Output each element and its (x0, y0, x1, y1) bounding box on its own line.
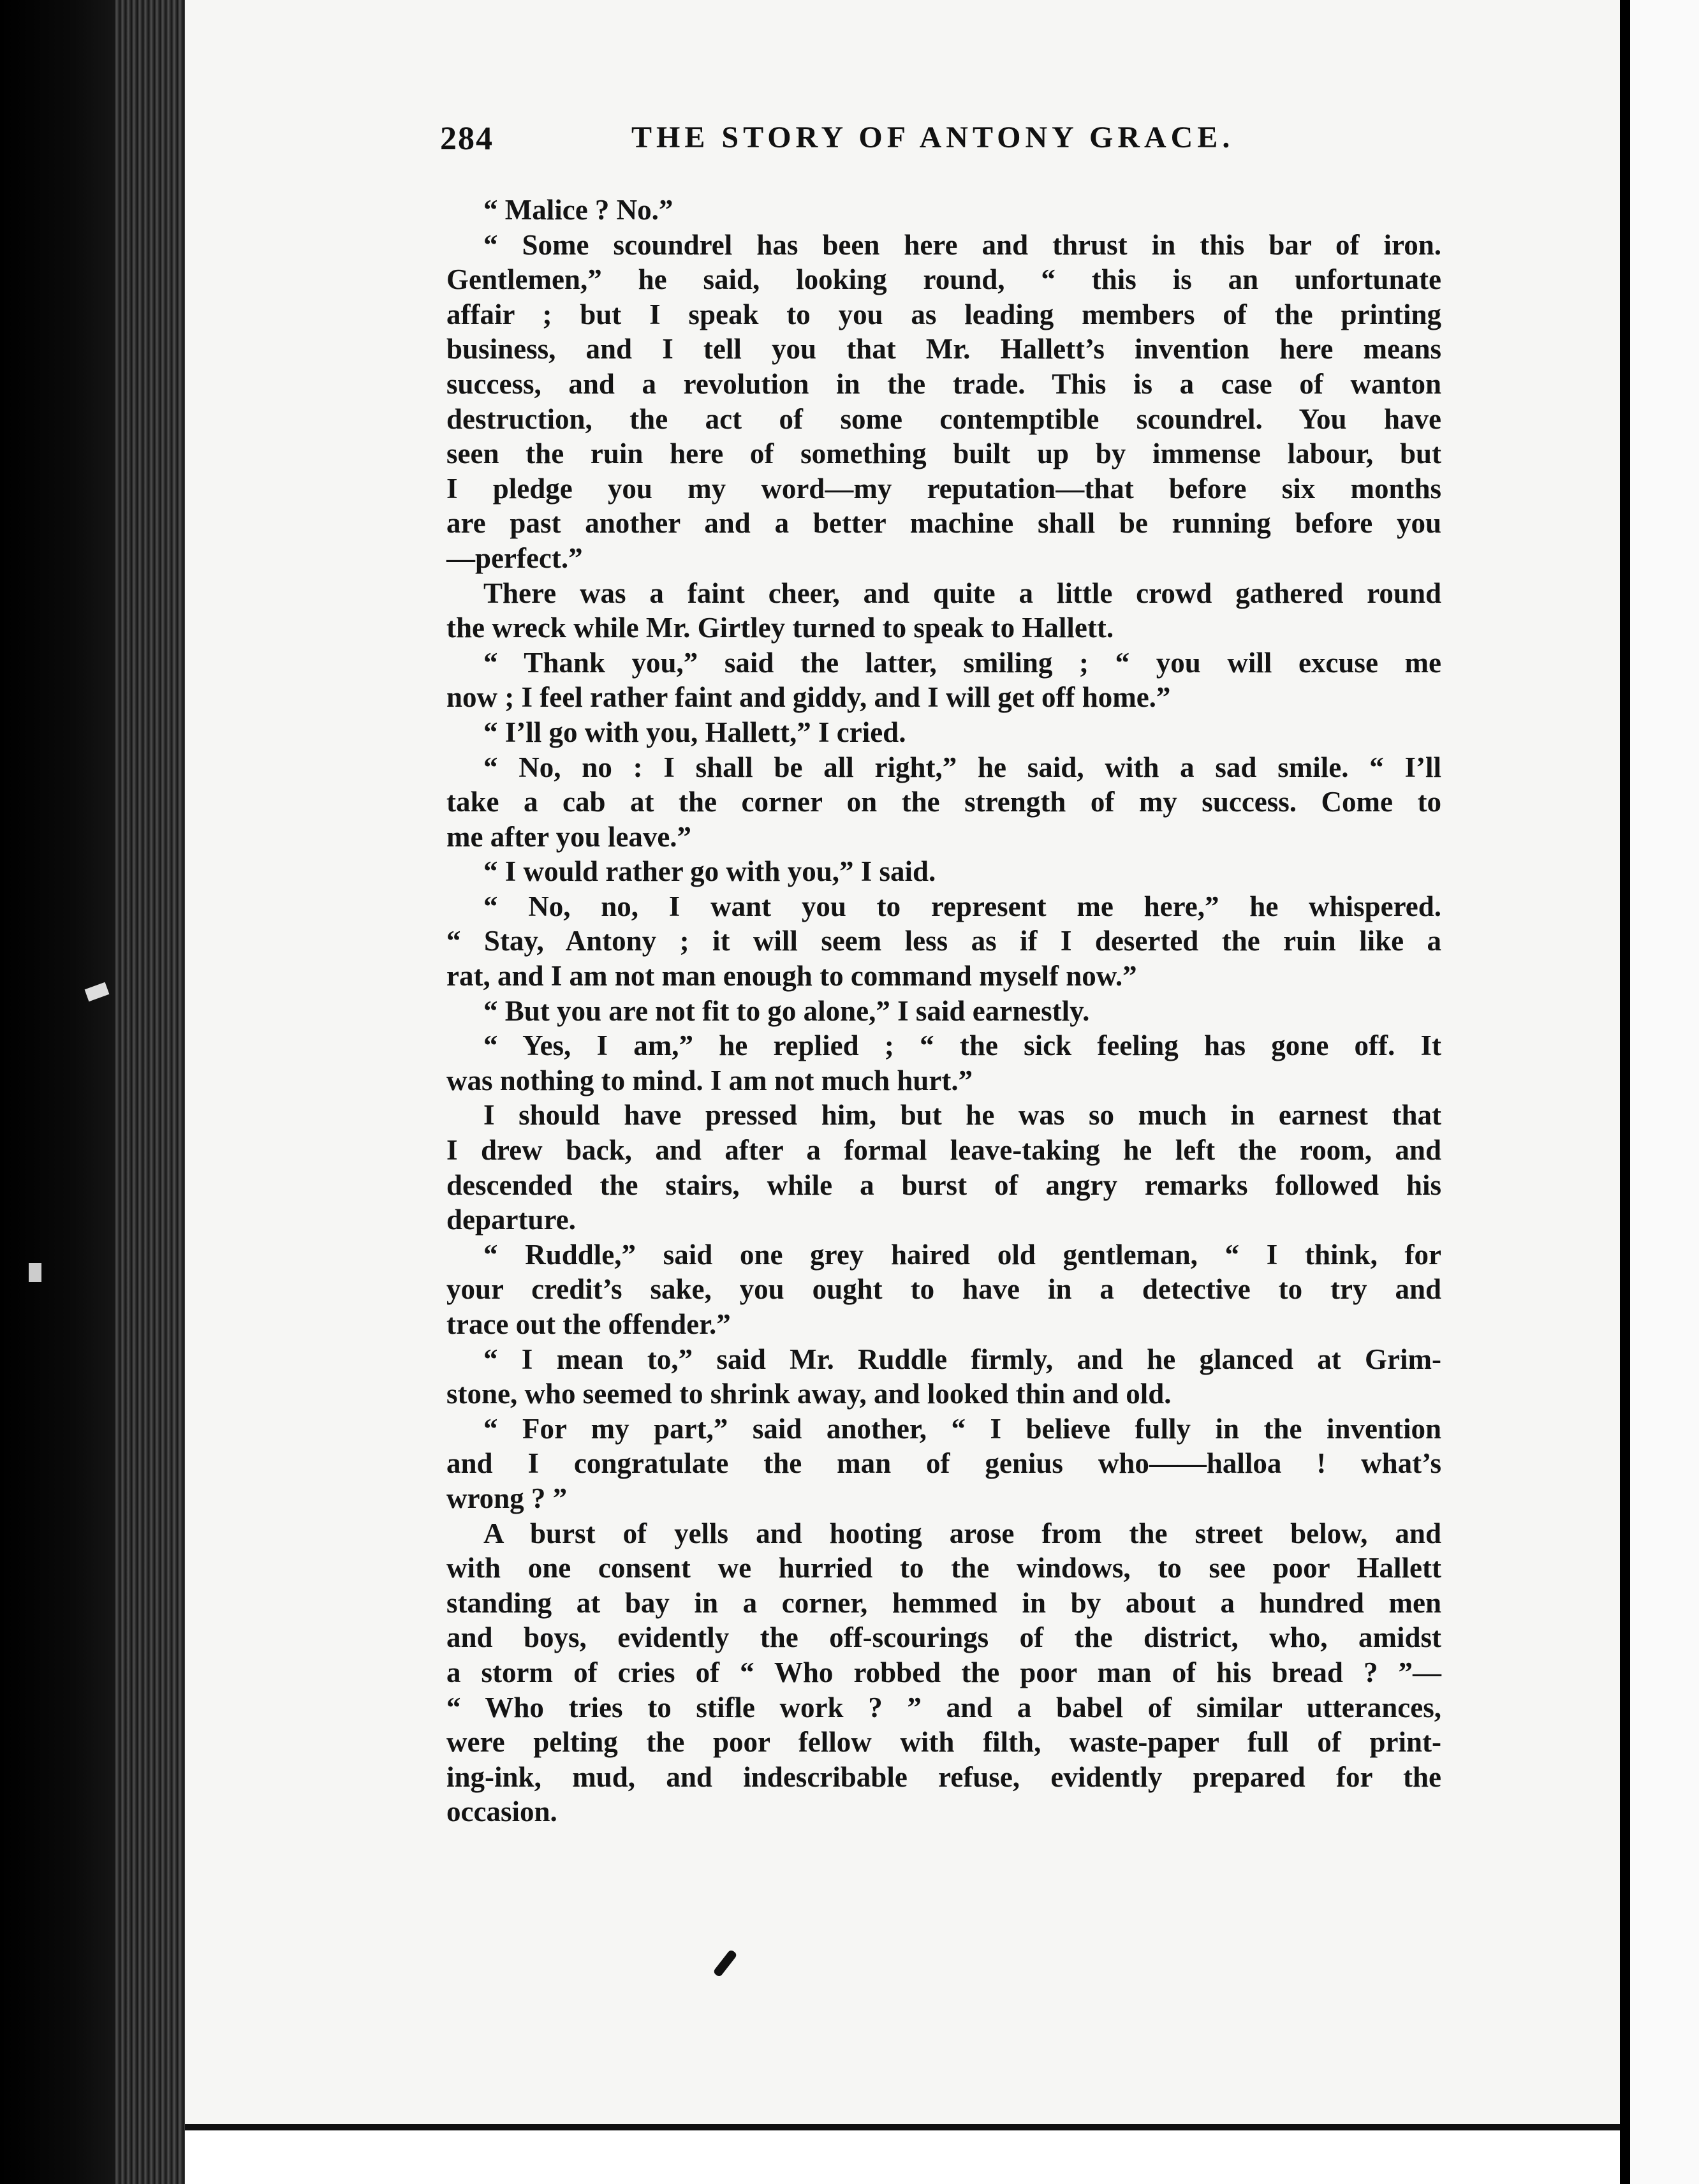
text-line: trace out the offender.” (446, 1308, 731, 1340)
text-line: standing at bay in a corner, hemmed in by about a hundred men (446, 1586, 1441, 1619)
text-line: are past another and a better machine shall be running before you (446, 507, 1441, 540)
text-line: —perfect.” (446, 542, 583, 574)
text-line: was nothing to mind. I am not much hurt.” (446, 1064, 973, 1096)
text-line: your credit’s sake, you ought to have in a detective to try and (446, 1273, 1441, 1306)
body-text (446, 193, 1441, 1829)
text-line: Gentlemen,” he said, looking round, “ this is an unfortunate (446, 263, 1441, 296)
text-line: success, and a revolution in the trade. This is a case of wanton (446, 367, 1441, 400)
text-line: “ Malice ? No.” (483, 194, 673, 226)
text-line: were pelting the poor fellow with filth, waste-paper full of print- (446, 1726, 1441, 1759)
text-line: business, and I tell you that Mr. Hallett’s invention here means (446, 333, 1441, 365)
text-line: I pledge you my word—my reputation—that before six months (446, 472, 1441, 505)
text-line: “ No, no, I want you to represent me here,” he whispered. (483, 890, 1441, 922)
right-gutter (1620, 0, 1630, 2184)
page-bottom-margin (185, 2130, 1620, 2184)
page-edges (115, 0, 185, 2184)
text-line: descended the stairs, while a burst of angry remarks followed his (446, 1169, 1441, 1201)
text-line: “ But you are not fit to go alone,” I said earnestly. (483, 994, 1090, 1027)
text-line: with one consent we hurried to the windows, to see poor Hallett (446, 1552, 1441, 1584)
text-line: and I congratulate the man of genius who——halloa ! what’s (446, 1447, 1441, 1480)
text-line: rat, and I am not man enough to command myself now.” (446, 960, 1137, 992)
running-title: THE STORY OF ANTONY GRACE. (631, 121, 1235, 154)
text-line: “ Who tries to stifle work ? ” and a babel of similar utterances, (446, 1691, 1441, 1723)
text-line: There was a faint cheer, and quite a little crowd gathered round (483, 577, 1441, 609)
text-line: destruction, the act of some contemptible scoundrel. You have (446, 402, 1441, 435)
text-line: “ Some scoundrel has been here and thrust in this bar of iron. (483, 228, 1441, 261)
text-line: “ I’ll go with you, Hallett,” I cried. (483, 716, 906, 748)
text-line: seen the ruin here of something built up by immense labour, but (446, 438, 1441, 470)
text-line: affair ; but I speak to you as leading members of the printing (446, 298, 1441, 330)
text-line: now ; I feel rather faint and giddy, and I will get off home.” (446, 681, 1171, 714)
text-line: me after you leave.” (446, 820, 692, 853)
text-line: “ I mean to,” said Mr. Ruddle firmly, and he glanced at Grim- (483, 1343, 1441, 1375)
text-line: I should have pressed him, but he was so much in earnest that (483, 1099, 1441, 1132)
running-header (440, 120, 1448, 165)
text-line: occasion. (446, 1796, 557, 1828)
text-line: “ Stay, Antony ; it will seem less as if I deserted the ruin like a (446, 925, 1441, 957)
text-line: “ Ruddle,” said one grey haired old gentleman, “ I think, for (483, 1238, 1441, 1271)
text-line: I drew back, and after a formal leave-taking he left the room, and (446, 1134, 1441, 1167)
text-line: “ Yes, I am,” he replied ; “ the sick feeling has gone off. It (483, 1029, 1441, 1062)
text-line: departure. (446, 1204, 576, 1236)
text-line: the wreck while Mr. Girtley turned to speak to Hallett. (446, 612, 1114, 644)
text-line: wrong ? ” (446, 1482, 568, 1514)
text-line: A burst of yells and hooting arose from the street below, and (483, 1517, 1441, 1549)
page-number: 284 (440, 121, 494, 157)
adjacent-page-edge (1630, 0, 1699, 2184)
text-line: “ No, no : I shall be all right,” he said, with a sad smile. “ I’ll (483, 751, 1441, 783)
text-line: “ Thank you,” said the latter, smiling ; “ you will excuse me (483, 646, 1441, 679)
text-line: “ For my part,” said another, “ I believe fully in the invention (483, 1412, 1441, 1445)
text-line: take a cab at the corner on the strength of my success. Come to (446, 786, 1441, 818)
margin-mark (29, 1263, 41, 1282)
text-line: and boys, evidently the off-scourings of the district, who, amidst (446, 1621, 1441, 1654)
text-line: “ I would rather go with you,” I said. (483, 855, 936, 888)
text-line: stone, who seemed to shrink away, and looked thin and old. (446, 1378, 1172, 1410)
text-line: a storm of cries of “ Who robbed the poor man of his bread ? ”— (446, 1656, 1441, 1688)
text-line: ing-ink, mud, and indescribable refuse, evidently prepared for the (446, 1760, 1441, 1793)
